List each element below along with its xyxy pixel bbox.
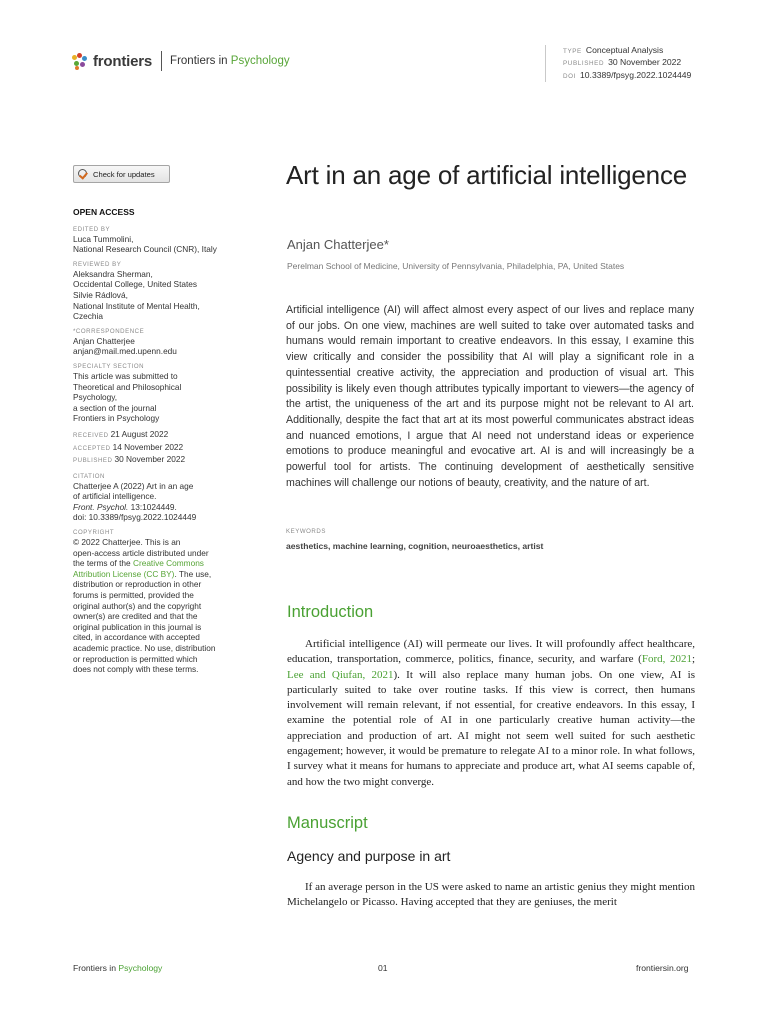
citation-link-ford[interactable]: Ford, 2021: [641, 653, 692, 666]
open-access-label: OPEN ACCESS: [73, 207, 135, 217]
cc-license-link[interactable]: Creative Commons: [132, 558, 204, 569]
check-updates-button[interactable]: [73, 165, 170, 183]
doi: DOI 10.3389/fpsyg.2022.1024449: [563, 69, 692, 80]
citation-link-lee[interactable]: Lee and Qiufan, 2021: [287, 668, 394, 681]
citation-doi[interactable]: doi: 10.3389/fpsyg.2022.1024449: [73, 512, 197, 523]
correspondence: *CORRESPONDENCE Anjan Chatterjee anjan@mail.med.upenn.edu: [73, 327, 243, 357]
body-paragraph: If an average person in the US were asked to name an artistic genius they might mention Michelangelo or Picasso. Having accepted that they are geniuses, the merit: [287, 881, 695, 909]
frontiers-logo-icon: [72, 53, 89, 70]
abstract: Artificial intelligence (AI) will affect almost every aspect of our lives and replace many of our jobs. On one view, machines are well suited to take over automated tasks and humans would remain important to creative endeavors. In this essay, I examine this view critically and consider the possibility that AI will play a significant role in a quintessential creative activity, the appreciation and production of visual art. This possibility is likely even though attributes typically important to viewers—the agency of the artist, the uniqueness of the art and its purpose might not be relevant to AI art. Additionally, despite the fact that art at its most powerful communicates abstract ideas and nuanced emotions, I argue that AI need not understand ideas or experience emotions to produce meaningful and evocative art. AI is and will increasingly be a powerful tool for artists. The continuing development of aesthetically sensitive machines will challenge our notions of beauty, creativity, and the nature of art.: [286, 304, 694, 489]
check-updates-icon: [77, 168, 89, 180]
accepted-date: ACCEPTED 14 November 2022: [73, 441, 184, 452]
footer-site-link[interactable]: frontiersin.org: [636, 963, 689, 973]
article-sidebar: [73, 207, 243, 680]
footer-journal[interactable]: Frontiers in Psychology: [73, 963, 163, 973]
specialty-section: SPECIALTY SECTION This article was submitted to Theoretical and Philosophical Psychology, a section of the journal Frontiers in Psychology: [73, 362, 182, 424]
article-title: Art in an age of artificial intelligence: [286, 160, 688, 190]
author-affiliation: Perelman School of Medicine, University of Pennsylvania, Philadelphia, PA, United States: [287, 261, 625, 271]
publisher-name: frontiers: [93, 52, 153, 70]
received-date: RECEIVED 21 August 2022: [73, 428, 169, 439]
subheading-agency: Agency and purpose in art: [287, 848, 451, 864]
header-divider: [161, 51, 162, 71]
author-name[interactable]: Anjan Chatterjee*: [287, 237, 389, 252]
heading-introduction: Introduction: [287, 603, 374, 621]
journal-name[interactable]: Frontiers in Psychology: [170, 55, 290, 67]
copyright: COPYRIGHT © 2022 Chatterjee. This is an open-access article distributed under the terms of the Creative Commons Attribution License (CC BY). The use, distribution or reproduction in other forums is permitted, provided the original author(s) and the copyright owner(s) are credited and that the original publication in this journal is cited, in accordance with accepted academic practice. No use, distribution or reproduction is permitted which does not comply with these terms.: [73, 529, 216, 675]
intro-paragraph: Artificial intelligence (AI) will permeate our lives. It will profoundly affect healthcare, education, transportation, commerce, politics, finance, security, and warfare (Ford, 2021; Lee and Qiufan, 2021). It will also replace many human jobs. On one view, AI is particularly suited to take over routine tasks. If this view is correct, then humans involvement will remain relevant, if not essential, for creative endeavors. In this essay, I examine the potential role of AI in one particularly creative human activity—the appreciation and production of art. AI might not seem well suited for such aesthetic engagement; however, it would be premature to relegate AI to a minor role. In what follows, I survey what it means for humans to appreciate and produce art, what AI seems capable of, and how the two might converge.: [287, 638, 696, 788]
published-date: PUBLISHED 30 November 2022: [563, 57, 682, 68]
article-type: TYPE Conceptual Analysis: [563, 45, 664, 55]
sidebar-published-date: PUBLISHED 30 November 2022: [73, 454, 186, 465]
cc-license-link-2[interactable]: Attribution License (CC BY): [73, 568, 175, 579]
heading-manuscript: Manuscript: [287, 814, 368, 832]
article-meta: [545, 45, 763, 82]
page-number: 01: [378, 963, 388, 973]
reviewed-by: REVIEWED BY Aleksandra Sherman, Occidental College, United States Silvie Rádlová, National Institute of Mental Health, Czechia: [73, 260, 200, 322]
dates: [73, 429, 243, 467]
frontiers-logo[interactable]: [72, 51, 290, 71]
edited-by: EDITED BY Luca Tummolini, National Research Council (CNR), Italy: [73, 225, 217, 255]
keywords-label: KEYWORDS: [286, 528, 326, 535]
correspondence-email[interactable]: anjan@mail.med.upenn.edu: [73, 346, 177, 357]
keywords: aesthetics, machine learning, cognition, neuroaesthetics, artist: [286, 541, 544, 551]
citation: CITATION Chatterjee A (2022) Art in an age of artificial intelligence. Front. Psychol. 13:1024449. doi: 10.3389/fpsyg.2022.1024449: [73, 472, 243, 523]
check-updates-label: Check for updates: [93, 169, 155, 179]
